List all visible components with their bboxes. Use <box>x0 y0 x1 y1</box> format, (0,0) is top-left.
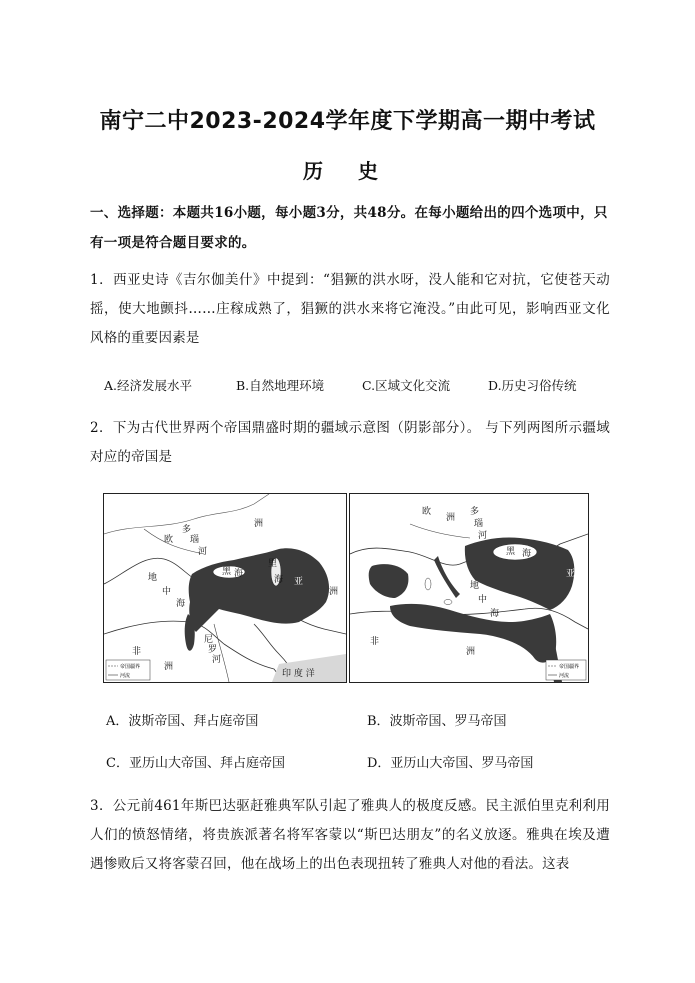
map-left-label-hai3: 海 <box>176 599 186 609</box>
map-left-label-fei: 非 <box>132 647 142 657</box>
map-right-label-zhou2: 洲 <box>466 647 476 657</box>
map-left-label-he1: 河 <box>198 547 208 557</box>
question-2-text: 2．下为古代世界两个帝国鼎盛时期的疆域示意图（阴影部分）。 与下列两图所示疆域对应的帝国是 <box>90 420 610 465</box>
map-right <box>349 493 589 683</box>
map-left-label-zhong: 中 <box>162 587 172 597</box>
map-left-label-hei: 黑 <box>222 567 232 577</box>
map-left-label-di: 地 <box>148 573 158 583</box>
map-right-label-ou: 欧 <box>422 507 432 517</box>
q1-option-b: B.自然地理环境 <box>236 378 325 393</box>
map-right-label-hei: 黑 <box>506 547 516 557</box>
map-left-label-ya: 亚 <box>294 577 304 587</box>
map-left-label-hai2: 海 <box>274 575 284 585</box>
map-right-label-fei: 非 <box>370 637 380 647</box>
map-left-label-ou: 欧 <box>164 535 174 545</box>
map-left-label-duo: 多 <box>182 525 192 535</box>
map-right-label-zhou1: 洲 <box>446 513 456 523</box>
map-left-label-ni: 尼 <box>204 635 214 645</box>
map-left-label-zhou3: 洲 <box>164 662 174 672</box>
map-left <box>103 493 347 683</box>
map-left-label-nao: 瑙 <box>190 535 200 545</box>
subject-title: 历 史 <box>303 159 392 183</box>
map-left-legend-river: 河流 <box>120 673 131 679</box>
map-left-label-hai1: 海 <box>234 569 244 579</box>
map-left-legend-border: 帝国疆界 <box>120 664 141 670</box>
map-left-label-he2: 河 <box>212 655 222 665</box>
q2-option-c: C．亚历山大帝国、拜占庭帝国 <box>106 756 285 771</box>
q1-option-d: D.历史习俗传统 <box>488 378 577 393</box>
map-right-label-he: 河 <box>478 531 488 541</box>
map-right-label-di: 地 <box>470 581 480 591</box>
map-left-label-luo: 罗 <box>208 645 218 655</box>
section-instructions: 一、选择题：本题共16小题，每小题3分，共48分。在每小题给出的四个选项中，只有一项是符合题目要求的。 <box>90 205 608 251</box>
map-right-legend-river: 河流 <box>559 673 570 679</box>
question-3-text: 3．公元前461年斯巴达驱赶雅典军队引起了雅典人的极度反感。民主派伯里克利利用人们的愤怒情绪，将贵族派著名将军客蒙以“斯巴达朋友”的名义放逐。雅典在埃及遭遇惨败后又将客蒙召回，他在战场上的出色表现扭转了雅典人对他的看法。这表 <box>90 798 610 872</box>
map-left-drawing <box>104 494 346 682</box>
map-right-label-nao: 瑙 <box>474 519 484 529</box>
question-1-text: 1．西亚史诗《吉尔伽美什》中提到：“猖獗的洪水呀，没人能和它对抗，它使苍天动摇，使大地颤抖……庄稼成熟了，猖獗的洪水来将它淹没。”由此可见，影响西亚文化风格的重要因素是 <box>90 272 610 346</box>
map-right-label-zhong: 中 <box>478 595 488 605</box>
map-left-label-zhou1: 洲 <box>254 519 264 529</box>
q1-option-a: A.经济发展水平 <box>104 378 193 393</box>
map-right-label-duo: 多 <box>470 507 480 517</box>
map-left-label-zhou2: 洲 <box>329 587 339 597</box>
map-right-drawing <box>350 494 588 682</box>
map-left-label-indian-ocean: 印 度 洋 <box>282 669 315 679</box>
map-right-label-hai2: 海 <box>490 609 500 619</box>
map-right-label-hai1: 海 <box>522 549 532 559</box>
map-left-label-li: 里 <box>268 559 278 569</box>
q2-option-a: A．波斯帝国、拜占庭帝国 <box>106 714 259 729</box>
q2-option-d: D．亚历山大帝国、罗马帝国 <box>367 756 534 771</box>
exam-title: 南宁二中2023-2024学年度下学期高一期中考试 <box>99 109 596 134</box>
map-right-label-ya: 亚 <box>566 569 576 579</box>
map-right-legend-border: 帝国疆界 <box>559 664 580 670</box>
q1-option-c: C.区域文化交流 <box>362 378 451 393</box>
q2-option-b: B．波斯帝国、罗马帝国 <box>367 714 507 729</box>
